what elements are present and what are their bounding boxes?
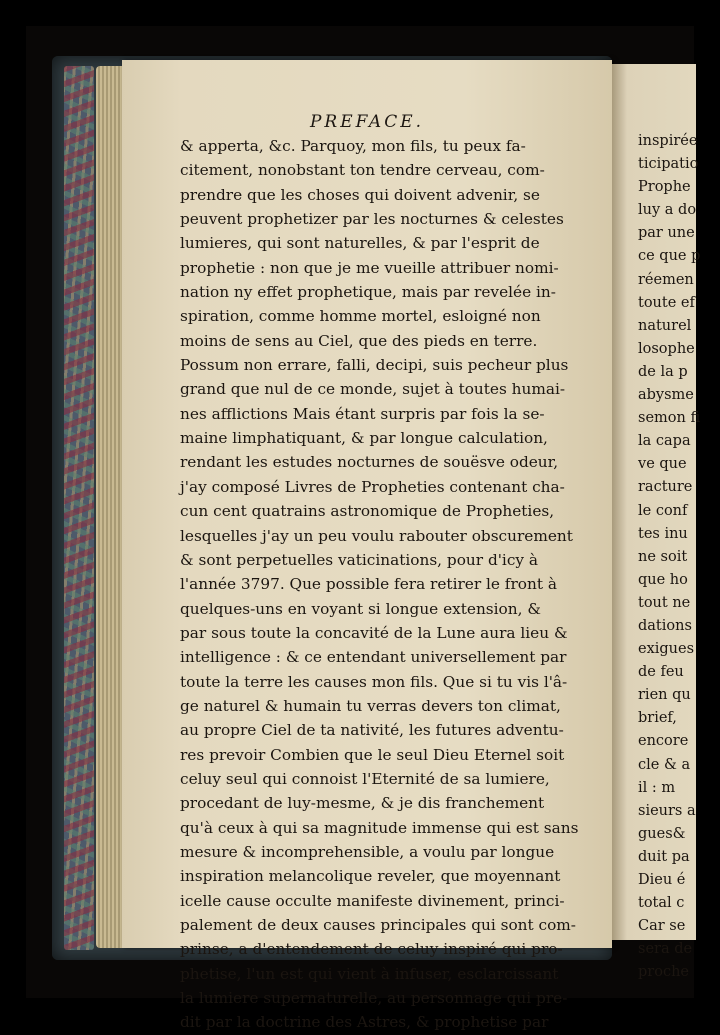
text-line: moins de sens au Ciel, que des pieds en terre. [180,331,538,350]
text-line: il : m [638,779,676,796]
text-line: sieurs a [638,802,696,819]
text-line: tes inu [638,525,688,542]
text-line: par sous toute la concavité de la Lune aura lieu & [180,623,568,642]
text-line: sera de [638,941,693,958]
text-line: racture [638,479,693,496]
text-line: total c [638,895,685,912]
text-line: ve que [638,456,687,473]
text-line: maine limphatiquant, & par longue calculation, [180,429,548,448]
right-page-fragment [612,64,701,981]
text-line: duit pa [638,848,690,865]
text-line: cun cent quatrains astronomique de Propheties, [180,502,555,521]
text-line: lumieres, qui sont naturelles, & par l'esprit de [180,234,540,253]
text-line: spiration, comme homme mortel, esloigné non [180,307,541,326]
text-line: par une [638,225,695,242]
text-line: losophe [638,340,695,357]
text-line: de la p [638,363,688,380]
text-line: Dieu é [638,872,686,888]
text-line: phetise, l'un est qui vient à infuser, esclarcissant [180,964,559,983]
text-line: icelle cause occulte manifeste divinement, princi- [180,891,565,910]
text-line: abysme [638,387,694,404]
text-line: la lumiere supernaturelle, au personnage qui pre- [180,989,568,1008]
text-line: palement de deux causes principales qui sont com- [180,916,576,934]
text-line: quelques-uns en voyant si longue extension, & [180,599,541,618]
text-line: celuy seul qui connoist l'Eternité de sa lumiere, [180,769,550,788]
text-line: que ho [638,571,688,588]
text-line: ce que p [638,248,701,265]
page-heading: PREFACE. [309,112,425,132]
text-line: prinse, a d'entendement de celuy inspiré qui pro- [180,940,563,959]
text-line: & apperta, &c. Parquoy, mon fils, tu peux fa- [180,137,526,155]
text-line: res prevoir Combien que le seul Dieu Eternel soit [180,745,565,764]
text-line: l'année 3797. Que possible fera retirer le front à [180,575,557,594]
text-line: dit par la doctrine des Astres, & prophetise par [180,1013,549,1032]
text-line: de feu [638,664,684,681]
text-line: Car se [638,918,686,935]
text-line: inspiration melancolique reveler, que moyennant [180,867,561,886]
text-line: rien qu [638,687,691,704]
text-line: nation ny effet prophetique, mais par revelée in- [180,283,556,302]
text-line: semon fi [638,410,701,427]
text-line: tout ne [638,594,691,611]
text-line: Prophe [638,179,691,196]
text-line: ge naturel & humain tu verras devers ton climat, [180,696,561,715]
text-line: Possum non errare, falli, decipi, suis pecheur plus [180,356,569,375]
text-line: ne soit [638,548,688,565]
text-line: réemen [638,271,694,288]
text-line: luy a do [638,202,697,219]
text-line: dations [638,617,692,634]
text-line: j'ay composé Livres de Propheties contenant cha- [180,477,565,496]
marbled-edge [64,66,94,950]
text-line: nes afflictions Mais étant surpris par fois la se- [180,404,545,423]
text-line: & sont perpetuelles vaticinations, pour d'icy à [180,550,539,569]
right-page-text [612,130,701,984]
page-body-text [180,134,608,1035]
text-line: le conf [638,502,688,519]
text-line: lesquelles j'ay un peu voulu rabouter obscurement [180,526,573,545]
text-line: naturel [638,317,692,334]
text-line: prendre que les choses qui doivent advenir, se [180,185,540,204]
text-line: au propre Ciel de ta nativité, les futures adventu- [180,721,564,740]
text-line: procedant de luy-mesme, & je dis franchement [180,794,545,813]
text-line: gues& [638,825,686,842]
text-line: toute ef [638,294,695,311]
text-line: citement, nonobstant ton tendre cerveau, com- [180,161,545,180]
text-line: qu'à ceux à qui sa magnitude immense qui est sans [180,818,579,837]
text-line: grand que nul de ce monde, sujet à toutes humai- [180,380,566,399]
text-line: brief, [638,710,677,727]
text-line: rendant les estudes nocturnes de souësve odeur, [180,453,559,472]
text-line: toute la terre les causes mon fils. Que si tu vis l'â- [180,672,568,691]
text-line: la capa [638,433,691,450]
text-line: prophetie : non que je me vueille attribuer nomi- [180,258,559,277]
text-line: encore [638,733,689,750]
text-line: exigues [638,641,695,658]
text-line: proche [638,964,689,981]
text-line: intelligence : & ce entendant universellement par [180,648,567,667]
text-line: mesure & incomprehensible, a voulu par longue [180,842,555,861]
text-line: peuvent prophetizer par les nocturnes & celestes [180,210,564,229]
text-line: ticipatio [638,156,699,173]
text-line: cle & a [638,756,691,773]
text-line: inspirée [638,133,698,149]
